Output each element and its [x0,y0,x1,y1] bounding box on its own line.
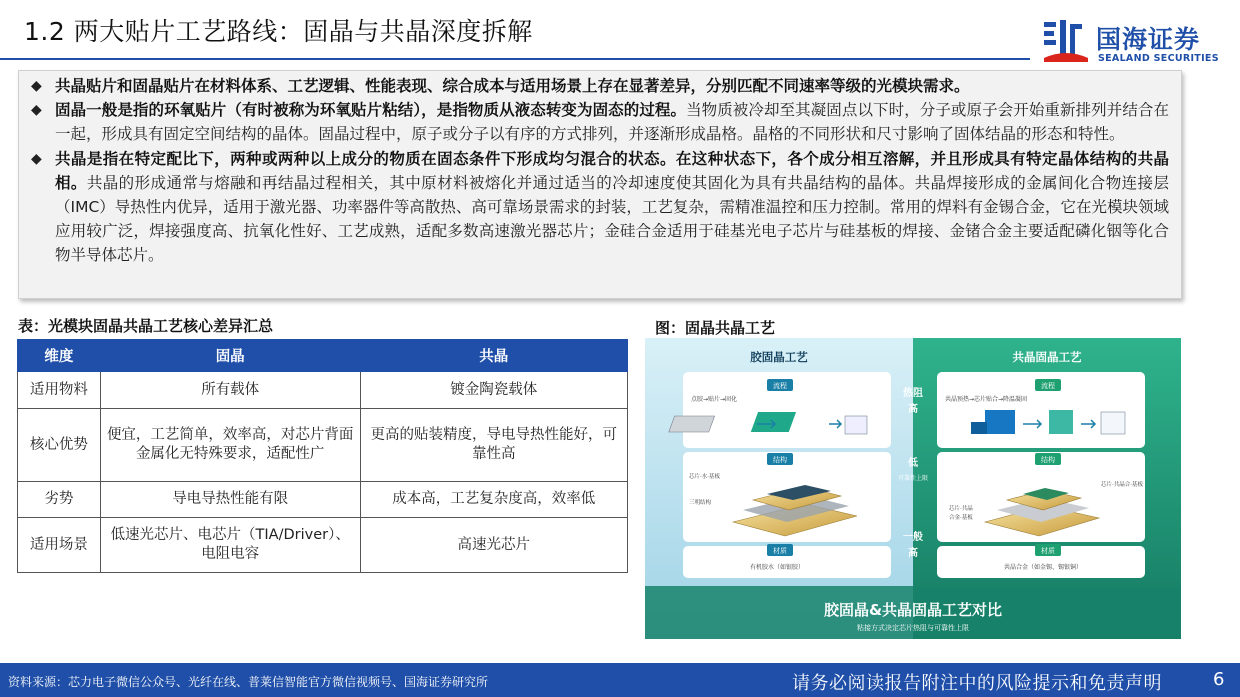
table-row [18,482,628,518]
logo-text-en: SEALAND SECURITIES [1098,53,1219,64]
table-cell: 低速光芯片、电芯片（TIA/Driver）、电阻电容 [100,518,360,573]
mid-rel-value: 低 [908,458,918,469]
right-struct-label: 合金·基板 [949,515,973,521]
left-struct-label: 三明结构 [689,500,712,506]
footer-source: 资料来源：芯力电子微信公众号、光纤在线、普莱信智能官方微信视频号、国海证券研究所 [8,675,489,689]
title-divider [0,58,1030,60]
left-material-tag: 材质 [773,547,787,555]
mid-thermal-label: 热阻 [903,388,923,399]
left-structure-tag: 结构 [773,456,787,464]
table-cell: 核心优势 [18,409,101,482]
left-struct-label: 芯片·水·基板 [689,474,720,480]
table-cell: 成本高，工艺复杂度高，效率低 [360,482,627,518]
table-cell: 所有载体 [100,372,360,409]
table-cell: 导电导热性能有限 [100,482,360,518]
summary-bullet [31,147,1169,268]
bullet-bold-text: 共晶贴片和固晶贴片在材料体系、工艺逻辑、性能表现、综合成本与适用场景上存在显著差异，分别匹配不同速率等级的光模块需求。 [55,77,970,95]
right-structure-tag: 结构 [1041,456,1055,464]
mid-general-label: 一般 [903,532,923,543]
table-header: 固晶 [100,340,360,372]
diamond-bullet-icon: ◆ [31,78,42,94]
left-title: 胶固晶工艺 [750,350,808,364]
table-row [18,409,628,482]
table-cell: 适用物料 [18,372,101,409]
table-cell: 更高的贴装精度，导电导热性能好，可靠性高 [360,409,627,482]
bullet-bold-text: 固晶一般是指的环氧贴片（有时被称为环氧贴片粘结），是指物质从液态转变为固态的过程。 [55,101,687,120]
right-struct-label: 芯片·共晶 [949,506,973,512]
diamond-bullet-icon: ◆ [31,150,42,167]
footer-bar [0,663,1240,697]
table-caption: 表：光模块固晶共晶工艺核心差异汇总 [18,317,274,335]
right-title: 共晶固晶工艺 [1012,350,1082,364]
table-header: 维度 [18,340,101,372]
bullet-text: 共晶的形成通常与熔融和再结晶过程相关，其中原材料被熔化并通过适当的冷却速度使其固化为具有共晶结构的晶体。共晶焊接形成的金属间化合物连接层（IMC）导热性内优异，适用于激光器、功率器件等高散热、高可靠场景需求的封装，工艺复杂，需精准温控和压力控制。常用的焊料有金锡合金，它在光模块领域应用较广泛，焊接强度高、抗氧化性好、工艺成熟，适配多数高速激光器芯片；金硅合金适用于硅基光电子芯片与硅基板的焊接、金锗合金主要适配磷化铟等化合物半导体芯片。 [55,173,1169,265]
page-title: 1.2 两大贴片工艺路线：固晶与共晶深度拆解 [24,17,533,46]
page-number: 6 [1213,669,1225,690]
footer-disclaimer: 请务必阅读报告附注中的风险提示和免责声明 [792,673,1162,694]
figure-caption: 图：固晶共晶工艺 [655,319,776,337]
table-cell: 适用场景 [18,518,101,573]
left-material-text: 有机胶水（如银胶） [749,564,805,571]
figure-bottom-title: 胶固晶&共晶固晶工艺对比 [823,601,1003,619]
diamond-bullet-icon: ◆ [31,102,42,119]
figure-bottom-subtitle: 粘接方式决定芯片热阻与可靠性上限 [857,624,969,632]
summary-bullet [31,98,1169,146]
bullet-bold-text: 共晶是指在特定配比下，两种或两种以上成分的物质在固态条件下形成均匀混合的状态。在这种状态下，各个成分相互溶解，并且形成具有特定晶体结构的共晶相。 [55,149,1169,192]
table-cell: 劣势 [18,482,101,518]
company-logo [1042,18,1232,70]
mid-rel-label: 可靠性上限 [897,475,929,482]
table-cell: 镀金陶瓷载体 [360,372,627,409]
left-flow-text: 点胶→贴片→固化 [691,396,738,403]
right-material-text: 共晶合金（如金锡、锡银铜） [1003,564,1083,571]
bullet-text: 当物质被冷却至其凝固点以下时，分子或原子会开始重新排列并结合在一起，形成具有固定空间结构的晶体。固晶过程中，原子或分子以有序的方式排列，并逐渐形成晶格。晶格的不同形状和尺寸影响了固体结晶的形态和特性。 [55,101,1169,144]
mid-thermal-value: 高 [908,404,918,415]
table-row [18,372,628,409]
right-struct-label: 芯片·共晶合·基板 [1101,482,1143,488]
mid-general-value: 高 [908,548,918,559]
right-flow-text: 共晶预热→芯片贴合→降温凝固 [945,396,1028,403]
logo-text-cn: 国海证券 [1096,25,1201,54]
table-cell: 便宜，工艺简单，效率高，对芯片背面金属化无特殊要求，适配性广 [100,409,360,482]
right-flow-tag: 流程 [1041,382,1055,390]
table-header: 共晶 [360,340,627,372]
right-material-tag: 材质 [1041,547,1055,555]
process-comparison-figure [645,338,1181,639]
summary-box [18,70,1182,299]
sealand-logo-icon [1042,18,1090,62]
table-row [18,518,628,573]
summary-bullet [31,74,1169,98]
left-flow-tag: 流程 [773,382,787,390]
table-header-row [18,340,628,372]
comparison-table [17,339,628,573]
table-cell: 高速光芯片 [360,518,627,573]
